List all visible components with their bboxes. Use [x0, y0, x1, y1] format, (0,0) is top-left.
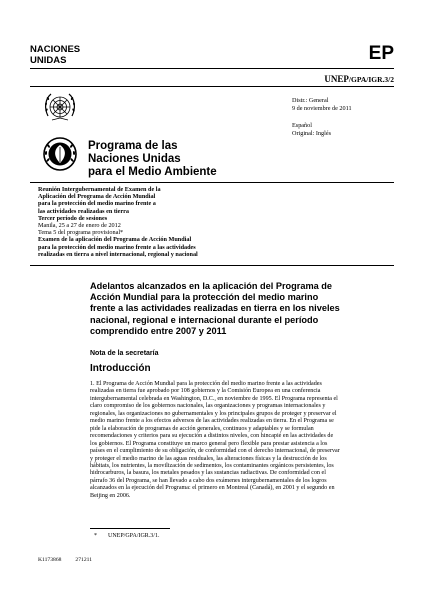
title-line-4: nacional, regional e internacional durante el período [90, 314, 319, 325]
job-number [38, 557, 92, 563]
paragraph-line: Beijing en 2006. [90, 492, 131, 499]
paragraph-1 [90, 381, 386, 500]
meeting-venue-date: Manila, 25 a 27 de enero de 2012 [38, 222, 121, 230]
footnote-marker: * [94, 533, 97, 539]
symbol-prefix: UNEP [324, 74, 349, 84]
agenda-title-3: realizadas en tierra a nivel internacional, regional y nacional [38, 250, 198, 258]
language-code: EP [368, 43, 394, 64]
paragraph-line: párrafo 36 del Programa, se han llevado a cabo dos exámenes intergubernamentales de los logros [90, 477, 327, 484]
paragraph-line: alcanzados en la ejecución del Programa: el primero en Montreal (Canadá), en 2001 y el segundo en [90, 485, 335, 492]
symbol-rest: /GPA/IGR.3/2 [348, 75, 394, 84]
paragraph-line: hábitats, los nutrientes, la movilización de sedimentos, los contaminantes orgánicos persistentes, los [90, 462, 334, 469]
paragraph-line: claro compromiso de los gobiernos nacionales, las organizaciones y programas internacionales y [90, 403, 326, 410]
header-rule-bottom [30, 86, 394, 87]
agenda-title-1: Examen de la aplicación del Programa de Acción Mundial [38, 236, 192, 244]
footnote-text: UNEP/GPA/IGR.3/1. [108, 533, 160, 539]
un-emblem-icon [42, 90, 78, 126]
title-line-3: frente a las actividades realizadas en tierra en los niveles [90, 303, 340, 314]
organization-name [30, 44, 80, 66]
distribution: Distr.: General [292, 97, 329, 104]
programme-line-1: Programa de las [88, 140, 178, 152]
language: Español [292, 122, 312, 129]
job-number-code: K1173868 [38, 557, 62, 563]
paragraph-line: países en el cumplimiento de su obligación, de conformidad con el derecho internacional, de preservar [90, 448, 340, 455]
unep-logo-icon [40, 134, 80, 174]
meeting-line-1: Reunión Intergubernamental de Examen de la [38, 186, 161, 193]
session-title: Tercer período de sesiones [38, 214, 108, 222]
header-rule-top [30, 68, 394, 69]
paragraph-line: intergubernamental celebrada en Washington, D.C., en noviembre de 1995. El Programa representa el [90, 395, 338, 402]
org-line-1: NACIONES [30, 44, 81, 55]
paragraph-line: los gobiernos. El Programa constituye un marco general pero flexible para prestar asistencia a los [90, 440, 328, 447]
paragraph-line: realizadas en tierra fue aprobado por 108 gobiernos y la Comisión Europea en una conferencia [90, 388, 321, 395]
paragraph-line: recomendaciones y criterios para su ejecución a distintos niveles, con hincapié en las actividades de [90, 433, 334, 440]
footnote-rule [90, 528, 170, 529]
job-number-date: 271211 [75, 557, 92, 563]
meeting-line-2: Aplicación del Programa de Acción Mundial [38, 193, 156, 201]
title-line-2: Acción Mundial para la protección del medio marino [90, 292, 319, 303]
issue-date: 9 de noviembre de 2011 [292, 104, 352, 112]
paragraph-line: medio marino frente a los efectos adversos de las actividades realizadas en tierra. En el Programa se [90, 418, 334, 425]
programme-line-3: para el Medio Ambiente [88, 166, 217, 178]
original-language: Original: Inglés [292, 129, 332, 137]
meeting-info [38, 186, 298, 258]
meeting-rule [30, 265, 394, 266]
agenda-title-2: para la protección del medio marino frente a las actividades [38, 243, 196, 251]
paragraph-line: regionales, las organizaciones no gubernamentales y los principales grupos de proteger y preservar el [90, 410, 337, 417]
meeting-line-3: para la protección del medio marino frente a [38, 200, 156, 208]
paragraph-line: hidrocarburos, la basura, los metales pesados y las sustancias radiactivas. De conformidad con el [90, 470, 326, 477]
meeting-line-4: las actividades realizadas en tierra [38, 207, 129, 215]
footnote [94, 533, 160, 539]
org-line-2: UNIDAS [30, 55, 67, 66]
title-line-5: comprendido entre 2007 y 2011 [90, 325, 227, 336]
section-heading: Introducción [90, 363, 151, 374]
programme-rule [30, 182, 394, 183]
document-title [90, 281, 390, 337]
secretariat-note: Nota de la secretaría [90, 350, 159, 357]
language-block [292, 122, 331, 137]
programme-title [88, 140, 217, 179]
paragraph-line: pide la elaboración de programas de acción generales, continuos y adaptables y se formulan [90, 425, 314, 432]
distribution-block [292, 97, 352, 112]
paragraph-line: y proteger el medio marino de las aguas residuales, las alteraciones físicas y la destrucción de los [90, 455, 327, 462]
agenda-item: Tema 5 del programa provisional* [38, 229, 124, 237]
document-symbol [324, 74, 394, 84]
programme-line-2: Naciones Unidas [88, 153, 181, 165]
title-line-1: Adelantos alcanzados en la aplicación del Programa de [90, 281, 333, 291]
paragraph-line: 1. El Programa de Acción Mundial para la protección del medio marino frente a las actividades [90, 381, 322, 387]
